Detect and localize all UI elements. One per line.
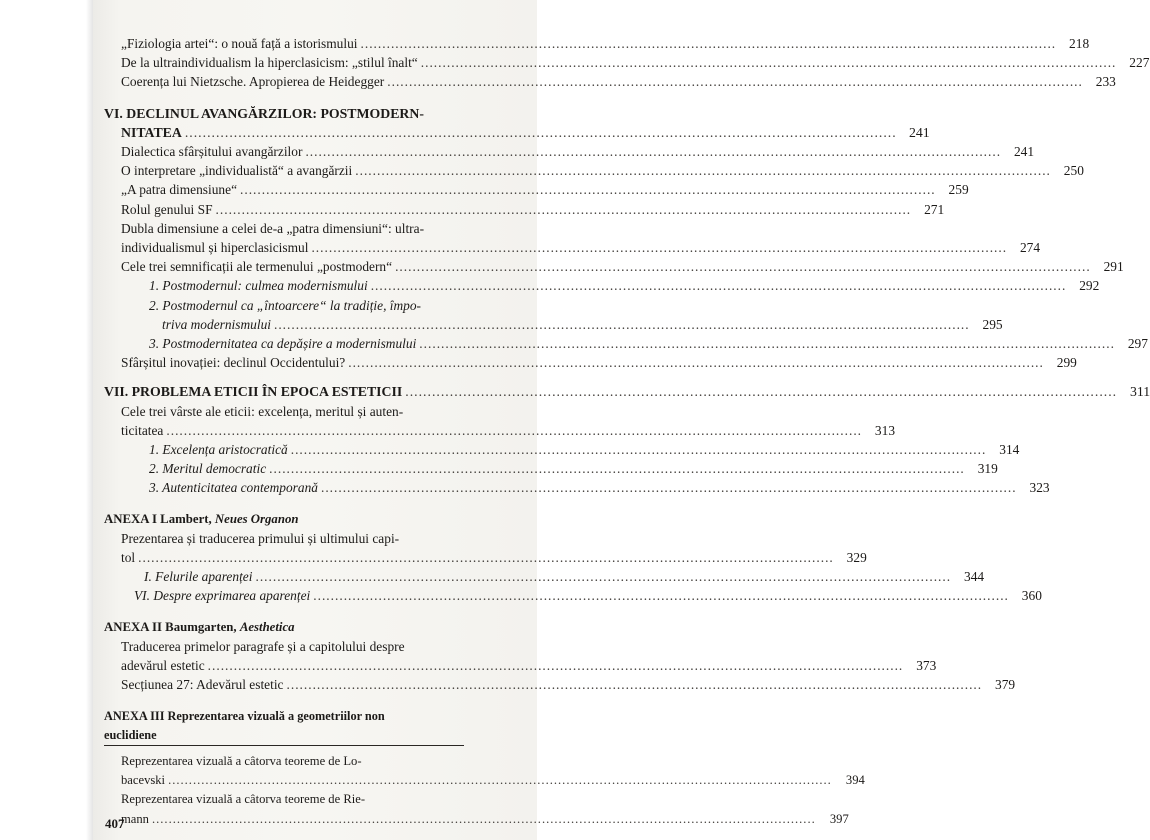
toc-entry-page: 394	[845, 773, 865, 788]
toc-entry-title: Reprezentarea vizuală a câtorva teoreme de Rie-	[121, 792, 366, 807]
annex-heading	[104, 618, 492, 637]
chapter-heading	[104, 382, 1150, 401]
toc-entry-title: De la ultraindividualism la hiperclasicism: „stilul înalt“	[121, 55, 418, 71]
annex-heading-prefix: ANEXA II Baumgarten,	[104, 619, 240, 634]
toc-entry-page: 379	[995, 677, 1016, 693]
dot-leader	[405, 382, 1117, 401]
toc-entry-title: Cele trei semnificații ale termenului „postmodern“	[121, 259, 393, 275]
dot-leader	[208, 656, 904, 675]
toc-entry-title: Prezentarea și traducerea primului și ultimului capi-	[121, 530, 400, 546]
toc-entry	[104, 238, 1041, 257]
toc-entry-page: 274	[1019, 240, 1041, 256]
dot-leader	[138, 548, 834, 567]
dot-leader	[305, 142, 1001, 161]
dot-leader	[371, 276, 1067, 295]
toc-entry-page: 241	[1013, 144, 1035, 160]
table-of-contents	[104, 34, 1150, 829]
toc-entry-page: 329	[846, 550, 867, 566]
toc-subentry	[104, 567, 985, 586]
dot-leader	[216, 200, 912, 219]
chapter-heading-text: VII. PROBLEMA ETICII ÎN EPOCA ESTETICII	[104, 384, 403, 400]
toc-entry-title: Sfârșitul inovației: declinul Occidentului?	[121, 355, 346, 371]
toc-entry-title: Coerența lui Nietzsche. Apropierea de Heidegger	[121, 74, 385, 90]
toc-entry-title: 3. Postmodernitatea ca depășire a modernismului	[149, 336, 417, 352]
toc-entry-page: 241	[909, 124, 930, 140]
annex-heading: ANEXA III Reprezentarea vizuală a geometriilor non	[104, 708, 385, 723]
toc-entry-page: 291	[1103, 259, 1124, 275]
toc-entry	[104, 771, 865, 790]
toc-entry-page: 250	[1063, 163, 1084, 179]
toc-entry-title: triva modernismului	[162, 316, 271, 332]
toc-entry-page: 311	[1129, 384, 1150, 400]
toc-entry-page: 323	[1029, 480, 1050, 496]
dot-leader	[287, 675, 983, 694]
toc-entry	[104, 421, 896, 440]
toc-entry-title: Dialectica sfârșitului avangărzilor	[121, 144, 303, 160]
annex-heading-title: Aesthetica	[239, 619, 295, 634]
dot-leader	[313, 586, 1009, 605]
toc-entry	[104, 257, 1124, 276]
toc-entry-title: adevărul estetic	[121, 658, 205, 674]
toc-entry-page: 397	[829, 811, 849, 826]
toc-entry-title: ticitatea	[121, 422, 164, 438]
toc-entry	[104, 810, 849, 829]
toc-entry-page: 292	[1079, 278, 1100, 294]
toc-entry	[104, 53, 1150, 72]
chapter-heading-cont	[104, 123, 930, 142]
toc-entry-page: 373	[916, 658, 937, 674]
dot-leader	[166, 421, 862, 440]
toc-entry-title: Cele trei vârste ale eticii: excelența, meritul și auten-	[121, 403, 404, 419]
dot-leader	[348, 353, 1044, 372]
toc-entry-title: Dubla dimensiune a celei de-a „patra dimensiuni“: ultra-	[121, 220, 425, 236]
dot-leader	[419, 334, 1115, 353]
dot-leader	[185, 123, 897, 142]
toc-subentry	[104, 586, 1042, 605]
toc-entry-title: Secțiunea 27: Adevărul estetic	[121, 677, 284, 693]
dot-leader	[395, 257, 1091, 276]
toc-subentry	[104, 478, 1050, 497]
toc-entry-page: 314	[999, 442, 1020, 458]
toc-entry	[104, 548, 867, 567]
toc-entry-title: 2. Meritul democratic	[149, 461, 267, 477]
toc-entry-title: O interpretare „individualistă“ a avangărzii	[121, 163, 353, 179]
toc-entry-page: 295	[982, 316, 1003, 332]
dot-leader	[321, 478, 1017, 497]
toc-entry-title: Reprezentarea vizuală a câtorva teoreme de Lo-	[121, 753, 362, 768]
dot-leader	[240, 180, 936, 199]
toc-entry	[104, 34, 1090, 53]
divider	[104, 745, 464, 746]
toc-entry-title: I. Felurile aparenței	[144, 569, 253, 585]
dot-leader	[269, 459, 965, 478]
toc-entry-title: Rolul genului SF	[121, 201, 213, 217]
dot-leader	[274, 315, 970, 334]
toc-entry-title: 2. Postmodernul ca „întoarcere“ la tradiție, împo-	[149, 297, 422, 313]
annex-heading-title: Neues Organon	[214, 511, 299, 526]
toc-entry-page: 259	[948, 182, 969, 198]
dot-leader	[291, 440, 987, 459]
dot-leader	[355, 161, 1051, 180]
toc-entry	[104, 353, 1077, 372]
toc-entry-title: individualismul și hiperclasicismul	[121, 240, 309, 256]
toc-entry-page: 344	[964, 569, 985, 585]
toc-entry-page: 299	[1056, 355, 1077, 371]
toc-entry-title: Traducerea primelor paragrafe și a capitolului despre	[121, 638, 405, 654]
toc-subentry	[104, 334, 1148, 353]
chapter-heading-text: NITATEA	[121, 124, 182, 140]
annex-heading	[104, 510, 492, 529]
toc-entry	[104, 142, 1035, 161]
toc-entry	[104, 656, 937, 675]
toc-entry-title: 3. Autenticitatea contemporană	[149, 480, 318, 496]
toc-entry-title: mann	[121, 811, 149, 826]
toc-entry-title: „Fiziologia artei“: o nouă față a istorismului	[121, 36, 358, 51]
dot-leader	[152, 810, 816, 829]
toc-entry	[104, 180, 969, 199]
toc-entry	[104, 200, 945, 219]
page-number: 407	[105, 816, 125, 831]
toc-subentry	[104, 276, 1100, 295]
toc-entry-title: bacevski	[121, 773, 166, 788]
dot-leader	[168, 771, 832, 790]
toc-entry-title: „A patra dimensiune“	[121, 182, 238, 198]
toc-entry-title: VI. Despre exprimarea aparenței	[134, 588, 311, 604]
chapter-heading: VI. DECLINUL AVANGĂRZILOR: POSTMODERN-	[104, 105, 424, 121]
toc-entry-page: 297	[1127, 336, 1148, 352]
annex-heading-prefix: ANEXA I Lambert,	[104, 511, 215, 526]
toc-entry-page: 319	[977, 461, 998, 477]
toc-entry	[104, 72, 1116, 91]
toc-subentry	[104, 459, 998, 478]
toc-entry-title: 1. Excelența aristocratică	[149, 442, 288, 458]
dot-leader	[361, 34, 1057, 53]
toc-subentry	[104, 315, 1003, 334]
toc-entry	[104, 675, 1016, 694]
dot-leader	[421, 53, 1117, 72]
dot-leader	[255, 567, 951, 586]
toc-entry-page: 218	[1069, 36, 1090, 51]
toc-entry-page: 233	[1095, 74, 1116, 90]
toc-entry-title: 1. Postmodernul: culmea modernismului	[149, 278, 368, 294]
dot-leader	[387, 72, 1083, 91]
toc-subentry	[104, 440, 1020, 459]
toc-entry-page: 271	[924, 201, 945, 217]
toc-entry-title: tol	[121, 550, 136, 566]
annex-heading: euclidiene	[104, 727, 157, 742]
toc-entry-page: 313	[874, 422, 896, 438]
toc-entry-page: 227	[1129, 55, 1150, 71]
dot-leader	[311, 238, 1007, 257]
toc-entry	[104, 161, 1084, 180]
toc-entry-page: 360	[1021, 588, 1042, 604]
